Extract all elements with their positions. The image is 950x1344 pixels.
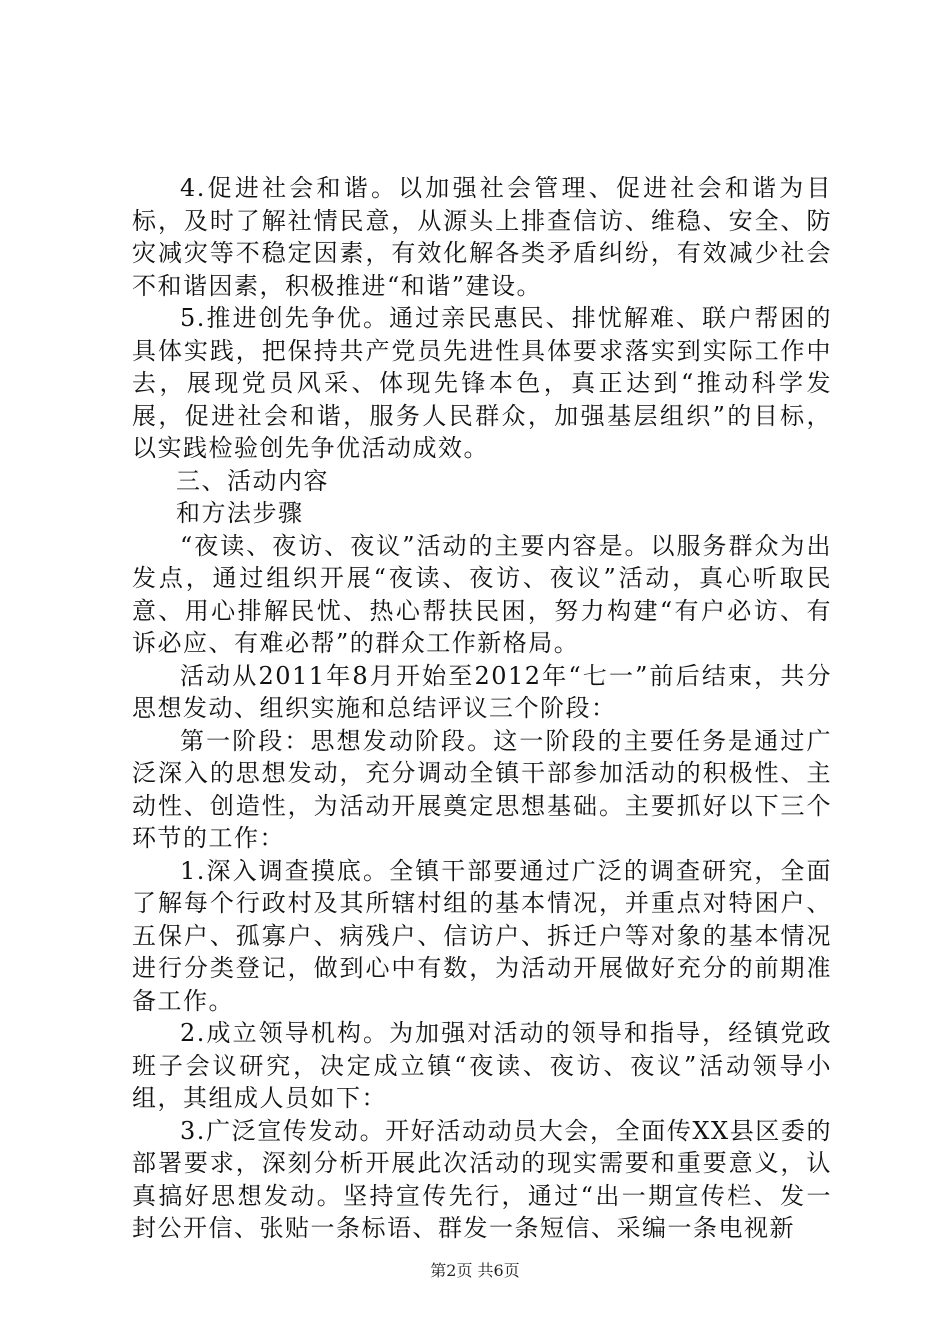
paragraph-leadership: 2.成立领导机构。为加强对活动的领导和指导，经镇党政班子会议研究，决定成立镇“夜读、夜访、夜议”活动领导小组，其组成人员如下： <box>132 1019 832 1112</box>
paragraph-publicity: 3.广泛宣传发动。开好活动动员大会，全面传XX县区委的部署要求，深刻分析开展此次活动的现实需要和重要意义，认真搞好思想发动。坚持宣传先行，通过“出一期宣传栏、发一封公开信、张贴一条标语、群发一条短信、采编一条电视新 <box>132 1116 832 1242</box>
document-body <box>132 172 832 1245</box>
paragraph-main-content: “夜读、夜访、夜议”活动的主要内容是。以服务群众为出发点，通过组织开展“夜读、夜访、夜议”活动，真心听取民意、用心排解民忧、热心帮扶民困，努力构建“有户必访、有诉必应、有难必帮”的群众工作新格局。 <box>132 531 832 657</box>
paragraph-survey: 1.深入调查摸底。全镇干部要通过广泛的调查研究，全面了解每个行政村及其所辖村组的基本情况，并重点对特困户、五保户、孤寡户、病残户、信访户、拆迁户等对象的基本情况进行分类登记，做到心中有数，为活动开展做好充分的前期准备工作。 <box>132 856 832 1015</box>
paragraph-schedule: 活动从2011年8月开始至2012年“七一”前后结束，共分思想发动、组织实施和总结评议三个阶段： <box>132 661 832 722</box>
page-number-footer: 第2页 共6页 <box>430 1261 520 1280</box>
paragraph-excellence: 5.推进创先争优。通过亲民惠民、排忧解难、联户帮困的具体实践，把保持共产党员先进性具体要求落实到实际工作中去，展现党员风采、体现先锋本色，真正达到“推动科学发展，促进社会和谐，服务人民群众，加强基层组织”的目标，以实践检验创先争优活动成效。 <box>132 304 832 462</box>
section-heading-methods-steps: 和方法步骤 <box>176 499 304 527</box>
paragraph-promote-harmony: 4.促进社会和谐。以加强社会管理、促进社会和谐为目标，及时了解社情民意，从源头上排查信访、维稳、安全、防灾减灾等不稳定因素，有效化解各类矛盾纠纷，有效减少社会不和谐因素，积极推进“和谐”建设。 <box>132 174 832 300</box>
paragraph-phase-one: 第一阶段：思想发动阶段。这一阶段的主要任务是通过广泛深入的思想发动，充分调动全镇干部参加活动的积极性、主动性、创造性，为活动开展奠定思想基础。主要抓好以下三个环节的工作： <box>132 726 832 852</box>
section-heading-activity-content: 三、活动内容 <box>176 466 329 495</box>
